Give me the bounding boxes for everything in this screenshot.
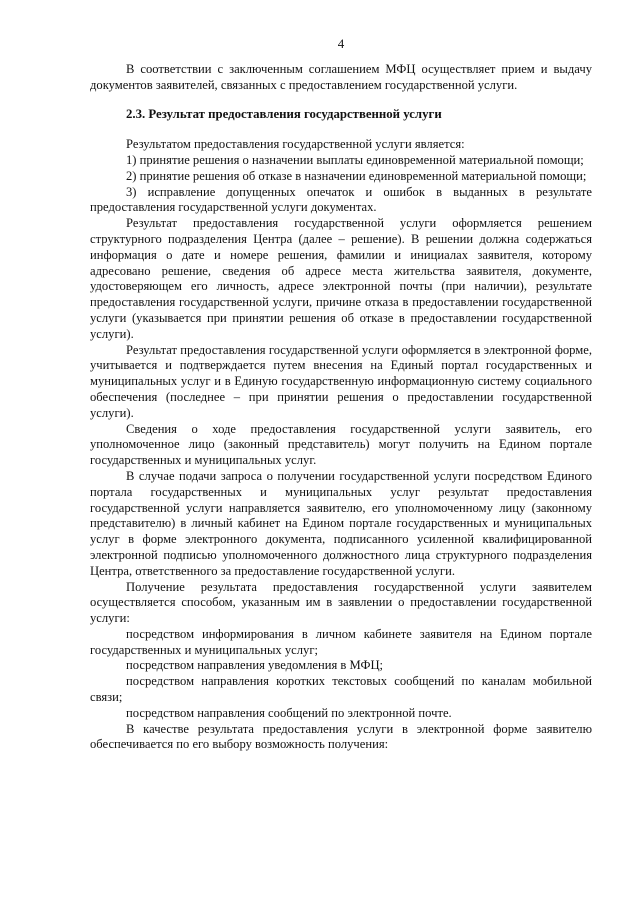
- paragraph: Получение результата предоставления государственной услуги заявителем осуществляется способом, указанным им в заявлении о предоставлении государственной услуги:: [90, 579, 592, 626]
- paragraph: В случае подачи запроса о получении государственной услуги посредством Единого портала государственных и муниципальных услуг результат предоставления государственной услуги направляется заявителю, его уполномоченному лицу (законному представителю) в личный кабинет на Едином портале государственных и муниципальных услуг в форме электронного документа, подписанного усиленной квалифицированной электронной подписью уполномоченного должностного лица структурного подразделения Центра, ответственного за предоставление государственной услуги.: [90, 468, 592, 578]
- paragraph: Результат предоставления государственной услуги оформляется решением структурного подразделения Центра (далее – решение). В решении должна содержаться информация о дате и номере решения, фамилии и инициалах заявителя, которому адресовано решение, сведения об адресе места жительства заявителя, документе, удостоверяющем его личность, адресе электронной почты (при наличии), результате предоставления государственной услуги, причине отказа в предоставлении государственной услуги (указывается при принятии решения об отказе в предоставлении государственной услуги).: [90, 216, 592, 341]
- paragraph: Результатом предоставления государственной услуги является:: [126, 137, 465, 152]
- paragraph: 1) принятие решения о назначении выплаты единовременной материальной помощи;: [126, 152, 584, 167]
- paragraph: 2) принятие решения об отказе в назначении единовременной материальной помощи;: [126, 168, 587, 183]
- paragraph: посредством направления уведомления в МФЦ;: [126, 658, 384, 673]
- paragraph: посредством направления коротких текстовых сообщений по каналам мобильной связи;: [90, 674, 592, 705]
- document-page: [90, 36, 592, 753]
- paragraph: 3) исправление допущенных опечаток и ошибок в выданных в результате предоставления государственной услуги документах.: [90, 184, 592, 215]
- paragraph: посредством информирования в личном кабинете заявителя на Едином портале государственных и муниципальных услуг;: [90, 626, 592, 657]
- paragraph: В качестве результата предоставления услуги в электронной форме заявителю обеспечивается по его выбору возможность получения:: [90, 721, 592, 752]
- paragraph-intro: В соответствии с заключенным соглашением МФЦ осуществляет прием и выдачу документов заявителей, связанных с предоставлением государственной услуги.: [90, 61, 592, 92]
- page-number: 4: [337, 36, 345, 51]
- paragraph: Результат предоставления государственной услуги оформляется в электронной форме, учитывается и подтверждается путем внесения на Единый портал государственных и муниципальных услуг и в Единую государственную информационную систему социального обеспечения (последнее – при принятии решения о предоставлении государственной услуги).: [90, 342, 592, 420]
- paragraph: посредством направления сообщений по электронной почте.: [126, 705, 452, 720]
- paragraph: Сведения о ходе предоставления государственной услуги заявитель, его уполномоченное лицо (законный представитель) могут получить на Едином портале государственных и муниципальных услуг.: [90, 421, 592, 468]
- section-heading: 2.3. Результат предоставления государственной услуги: [126, 107, 442, 122]
